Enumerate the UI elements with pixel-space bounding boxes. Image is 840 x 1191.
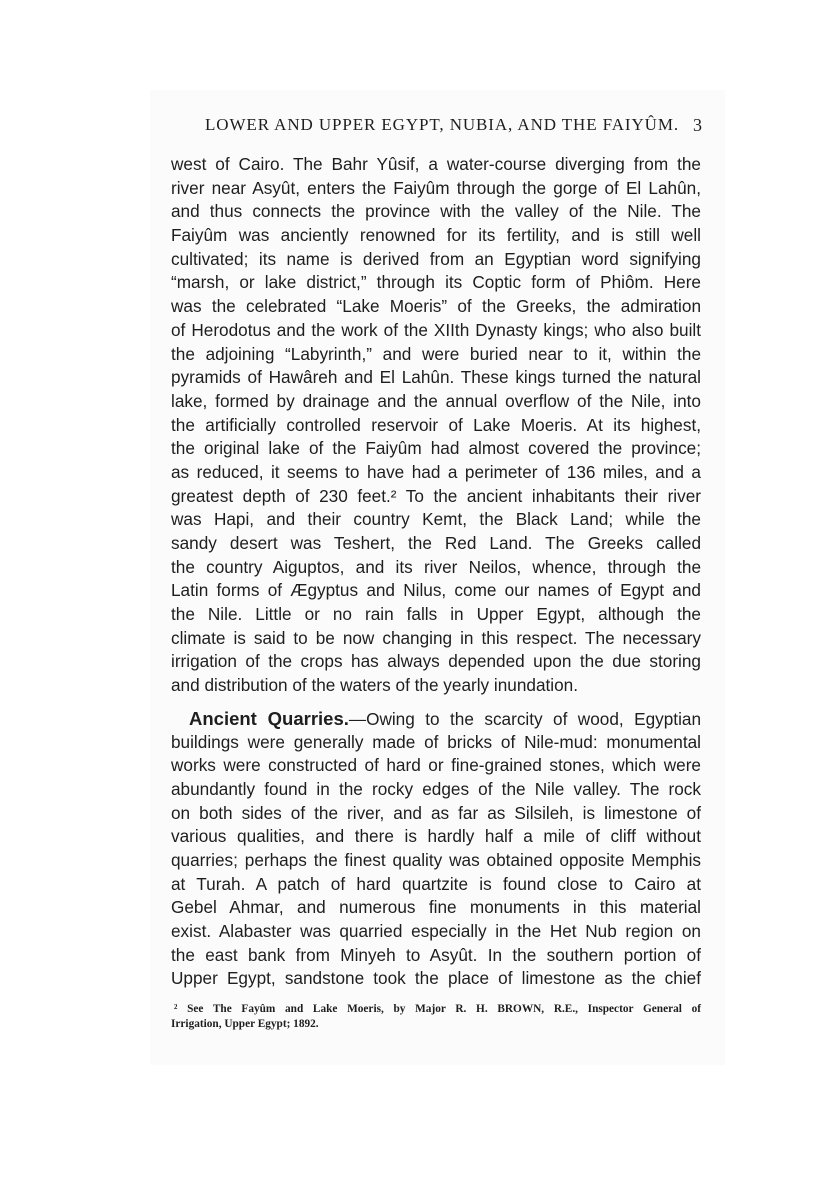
- paragraph-gap: [171, 698, 701, 707]
- text-line: of Herodotus and the work of the XIIth Dynasty kings; who also built: [171, 319, 701, 340]
- body-text: [171, 153, 701, 991]
- paragraph-2: [171, 707, 701, 991]
- text-line: abundantly found in the rocky edges of the Nile valley. The rock: [171, 778, 701, 799]
- page-number: 3: [693, 115, 702, 135]
- text-line: and distribution of the waters of the yearly inundation.: [171, 675, 579, 696]
- text-line: the Nile. Little or no rain falls in Upper Egypt, although the: [171, 604, 701, 625]
- text-line: exist. Alabaster was quarried especially in the Het Nub region on: [171, 921, 701, 941]
- text-line: at Turah. A patch of hard quartzite is found close to Cairo at: [171, 873, 701, 894]
- text-line: lake, formed by drainage and the annual overflow of the Nile, into: [171, 390, 701, 411]
- text-line: and thus connects the province with the valley of the Nile. The: [171, 201, 701, 222]
- text-line: on both sides of the river, and as far as Silsileh, is limestone of: [171, 802, 701, 823]
- text-line: pyramids of Hawâreh and El Lahûn. These kings turned the natural: [171, 367, 701, 388]
- paragraph-2-first-line-text: —Owing to the scarcity of wood, Egyptian: [348, 708, 701, 729]
- running-head-title: LOWER AND UPPER EGYPT, NUBIA, AND THE FAIYÛM.: [205, 115, 680, 134]
- text-line: buildings were generally made of bricks of Nile-mud: monumental: [171, 731, 701, 752]
- text-line: climate is said to be now changing in this respect. The necessary: [171, 627, 701, 648]
- text-line: was the celebrated “Lake Moeris” of the Greeks, the admiration: [171, 296, 701, 317]
- footnote-line: Irrigation, Upper Egypt; 1892.: [171, 1018, 319, 1030]
- text-line: Latin forms of Ægyptus and Nilus, come our names of Egypt and: [171, 580, 701, 601]
- text-line: various qualities, and there is hardly half a mile of cliff without: [171, 826, 701, 847]
- text-line: the country Aiguptos, and its river Neilos, whence, through the: [171, 556, 701, 577]
- text-line: Faiyûm was anciently renowned for its fertility, and is still well: [171, 225, 701, 246]
- text-line: the artificially controlled reservoir of Lake Moeris. At its highest,: [171, 414, 701, 435]
- footnotes: [171, 1002, 701, 1032]
- text-line: as reduced, it seems to have had a perimeter of 136 miles, and a: [171, 461, 701, 482]
- section-heading-ancient-quarries: Ancient Quarries.: [189, 707, 349, 729]
- paragraph-2-first-line: [171, 707, 701, 731]
- text-line: the east bank from Minyeh to Asyût. In the southern portion of: [171, 944, 701, 965]
- text-line: Gebel Ahmar, and numerous fine monuments in this material: [171, 897, 701, 918]
- text-line: irrigation of the crops has always depended upon the due storing: [171, 651, 701, 672]
- text-line: was Hapi, and their country Kemt, the Black Land; while the: [171, 509, 701, 530]
- text-line: quarries; perhaps the finest quality was obtained opposite Memphis: [171, 849, 701, 870]
- text-line: the original lake of the Faiyûm had almost covered the province;: [171, 438, 701, 459]
- text-line: cultivated; its name is derived from an Egyptian word signifying: [171, 248, 701, 269]
- paragraph-1: [171, 153, 701, 698]
- running-head: [205, 115, 702, 145]
- text-line: works were constructed of hard or fine-grained stones, which were: [171, 755, 701, 776]
- footnote-line: ² See The Fayûm and Lake Moeris, by Major R. H. BROWN, R.E., Inspector General of: [174, 1003, 701, 1015]
- text-line: Upper Egypt, sandstone took the place of limestone as the chief: [171, 968, 701, 989]
- text-line: west of Cairo. The Bahr Yûsif, a water-course diverging from the: [171, 154, 701, 174]
- text-line: greatest depth of 230 feet.² To the ancient inhabitants their river: [171, 485, 701, 506]
- text-line: the adjoining “Labyrinth,” and were buried near to it, within the: [171, 343, 701, 364]
- text-line: river near Asyût, enters the Faiyûm through the gorge of El Lahûn,: [171, 177, 701, 198]
- text-line: sandy desert was Teshert, the Red Land. The Greeks called: [171, 533, 701, 553]
- text-line: “marsh, or lake district,” through its Coptic form of Phiôm. Here: [171, 272, 701, 293]
